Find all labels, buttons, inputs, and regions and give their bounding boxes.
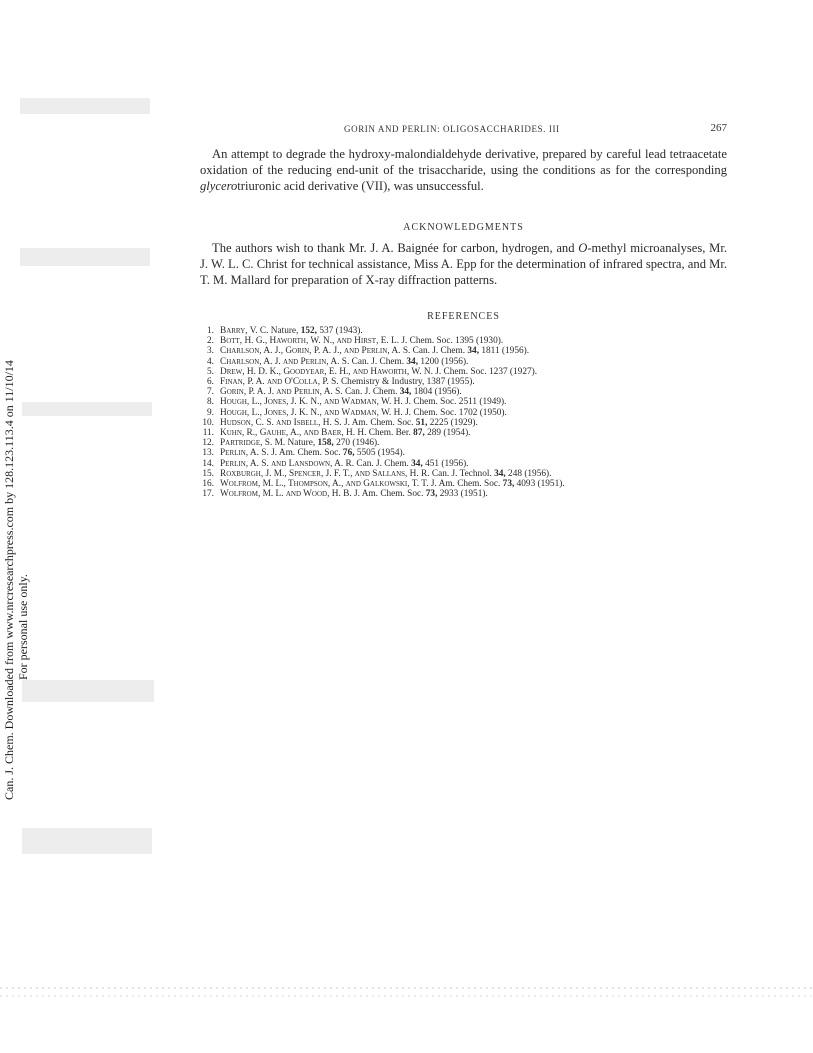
- reference-pages-year: 1200 (1956).: [420, 356, 469, 367]
- intro-italic-term: glycero: [200, 179, 238, 194]
- reference-item: [200, 459, 727, 469]
- reference-pages-year: 5505 (1954).: [356, 448, 405, 459]
- reference-volume: 158,: [317, 438, 334, 449]
- acknowledgments-italic-term: O: [578, 241, 588, 255]
- reference-item: [200, 346, 727, 356]
- reference-item: [200, 408, 727, 418]
- reference-item: [200, 367, 727, 377]
- reference-number: 3.: [207, 346, 214, 357]
- reference-item: [200, 387, 727, 397]
- running-head: [200, 122, 727, 136]
- reference-journal: J. Am. Chem. Soc.: [343, 417, 414, 428]
- intro-text-start: An attempt to degrade the hydroxy-malondialdehyde derivative, prepared by careful lead tetraacetate oxidation of the reducing end-unit of the trisaccharide, using the conditions as for the corresponding: [200, 147, 727, 178]
- reference-journal: Can. J. Chem.: [344, 387, 398, 398]
- reference-volume: 34,: [467, 346, 480, 357]
- reference-authors: Drew, H. D. K., Goodyear, E. H., and Haworth, W. N.: [220, 366, 433, 377]
- reference-number: 1.: [207, 326, 214, 336]
- acknowledgments-text-start: The authors wish to thank Mr. J. A. Baignée for carbon, hydrogen, and: [212, 241, 579, 255]
- reference-pages-year: 1702 (1950).: [458, 407, 507, 418]
- reference-volume: 73,: [425, 489, 438, 500]
- reference-authors: Hough, L., Jones, J. K. N., and Wadman, W. H.: [220, 397, 403, 408]
- reference-item: [200, 438, 727, 448]
- watermark-line-source: Can. J. Chem. Downloaded from www.nrcresearchpress.com by 128.123.113.4 on 11/10/14: [2, 360, 16, 800]
- acknowledgments-heading: ACKNOWLEDGMENTS: [403, 222, 524, 233]
- acknowledgments-paragraph: [200, 240, 727, 289]
- reference-volume: 152,: [300, 326, 317, 336]
- reference-number: 13.: [202, 448, 214, 459]
- reference-authors: Gorin, P. A. J. and Perlin, A. S.: [220, 387, 343, 398]
- reference-journal: J. Am. Chem. Soc.: [271, 448, 341, 459]
- reference-number: 10.: [202, 417, 214, 428]
- reference-number: 15.: [202, 468, 214, 479]
- reference-volume: 87,: [413, 428, 425, 439]
- reference-item: [200, 479, 727, 489]
- reference-number: 4.: [207, 356, 214, 367]
- reference-journal: Can. J. Chem.: [356, 458, 409, 469]
- scan-artifact: [22, 680, 154, 702]
- reference-number: 17.: [202, 489, 214, 500]
- scan-artifact: [0, 987, 813, 989]
- reference-authors: Wolfrom, M. L. and Wood, H. B.: [220, 489, 352, 500]
- reference-journal: Can. J. Chem.: [351, 356, 405, 367]
- reference-authors: Bott, H. G., Haworth, W. N., and Hirst, E. L.: [220, 336, 400, 347]
- reference-pages-year: 1811 (1956).: [481, 346, 530, 357]
- reference-pages-year: 4093 (1951).: [516, 479, 565, 490]
- reference-journal: Nature,: [270, 326, 299, 336]
- reference-pages-year: 1237 (1927).: [489, 366, 538, 377]
- reference-volume: 34,: [399, 387, 412, 398]
- watermark-line-usage: For personal use only.: [16, 574, 30, 680]
- reference-volume: 51,: [415, 417, 428, 428]
- reference-pages-year: 289 (1954).: [427, 428, 471, 439]
- reference-journal: Nature,: [287, 438, 316, 449]
- reference-volume: 34,: [494, 468, 506, 479]
- reference-journal: J. Chem. Soc.: [401, 336, 453, 347]
- reference-journal: J. Chem. Soc.: [405, 397, 457, 408]
- reference-number: 7.: [207, 387, 214, 398]
- reference-item: [200, 336, 727, 346]
- reference-journal: Can. J. Chem.: [412, 346, 466, 357]
- reference-authors: Barry, V. C.: [220, 326, 269, 336]
- reference-authors: Partridge, S. M.: [220, 438, 286, 449]
- reference-number: 6.: [207, 377, 214, 388]
- scan-artifact: [20, 248, 150, 266]
- reference-authors: Perlin, A. S.: [220, 448, 269, 459]
- reference-pages-year: 248 (1956).: [508, 468, 552, 479]
- reference-item: [200, 489, 727, 499]
- reference-number: 14.: [202, 458, 214, 469]
- reference-pages-year: 1387 (1955).: [426, 377, 475, 388]
- scan-artifact: [22, 402, 152, 416]
- reference-authors: Charlson, A. J. and Perlin, A. S.: [220, 356, 350, 367]
- reference-number: 9.: [207, 407, 214, 418]
- reference-volume: 34,: [411, 458, 423, 469]
- reference-item: [200, 448, 727, 458]
- references-list: [200, 326, 727, 499]
- intro-text-end: triuronic acid derivative (VII), was unsuccessful.: [237, 179, 484, 194]
- reference-authors: Hudson, C. S. and Isbell, H. S.: [220, 417, 342, 428]
- reference-pages-year: 2933 (1951).: [439, 489, 488, 500]
- reference-journal: J. Am. Chem. Soc.: [430, 479, 501, 490]
- reference-number: 12.: [202, 438, 214, 449]
- reference-number: 11.: [202, 428, 214, 439]
- reference-item: [200, 418, 727, 428]
- reference-journal: Can. J. Technol.: [431, 468, 492, 479]
- reference-item: [200, 428, 727, 438]
- reference-pages-year: 2511 (1949).: [458, 397, 507, 408]
- download-watermark: [2, 360, 30, 800]
- reference-journal: J. Am. Chem. Soc.: [353, 489, 424, 500]
- reference-authors: Perlin, A. S. and Lansdown, A. R.: [220, 458, 355, 469]
- reference-pages-year: 1804 (1956).: [413, 387, 462, 398]
- reference-volume: 76,: [342, 448, 355, 459]
- acknowledgments-text-end: -methyl microanalyses, Mr. J. W. L. C. Christ for technical assistance, Miss A. Epp for the determination of infrared spectra, and Mr. T. M. Mallard for preparation of X-ray diffraction patterns.: [200, 241, 727, 288]
- reference-item: [200, 326, 727, 336]
- reference-number: 8.: [207, 397, 214, 408]
- reference-pages-year: 1395 (1930).: [455, 336, 504, 347]
- reference-authors: Charlson, A. J., Gorin, P. A. J., and Perlin, A. S.: [220, 346, 411, 357]
- reference-authors: Hough, L., Jones, J. K. N., and Wadman, W. H.: [220, 407, 403, 418]
- reference-journal: Chem. Ber.: [368, 428, 411, 439]
- scan-artifact: [20, 98, 150, 114]
- references-heading: REFERENCES: [427, 311, 500, 322]
- reference-number: 16.: [202, 479, 214, 490]
- reference-volume: 73,: [502, 479, 515, 490]
- reference-pages-year: 451 (1956).: [425, 458, 469, 469]
- reference-number: 5.: [207, 366, 214, 377]
- reference-journal: Chemistry & Industry,: [340, 377, 425, 388]
- reference-authors: Finan, P. A. and O'Colla, P. S.: [220, 377, 339, 388]
- reference-pages-year: 270 (1946).: [336, 438, 380, 449]
- reference-item: [200, 357, 727, 367]
- reference-pages-year: 2225 (1929).: [429, 417, 478, 428]
- reference-item: [200, 397, 727, 407]
- reference-volume: 34,: [406, 356, 419, 367]
- reference-journal: J. Chem. Soc.: [405, 407, 457, 418]
- reference-number: 2.: [207, 336, 214, 347]
- reference-item: [200, 377, 727, 387]
- running-head-title: GORIN AND PERLIN: OLIGOSACCHARIDES. III: [344, 124, 560, 134]
- scan-artifact: [0, 995, 813, 997]
- reference-authors: Roxburgh, J. M., Spencer, J. F. T., and Sallans, H. R.: [220, 468, 430, 479]
- intro-paragraph: [200, 146, 727, 195]
- reference-pages-year: 537 (1943).: [319, 326, 363, 336]
- reference-authors: Kuhn, R., Gauhe, A., and Baer, H. H.: [220, 428, 367, 439]
- scan-artifact: [22, 828, 152, 854]
- reference-authors: Wolfrom, M. L., Thompson, A., and Galkowski, T. T.: [220, 479, 429, 490]
- reference-journal: J. Chem. Soc.: [435, 366, 487, 377]
- reference-item: [200, 469, 727, 479]
- page-number: 267: [710, 122, 727, 134]
